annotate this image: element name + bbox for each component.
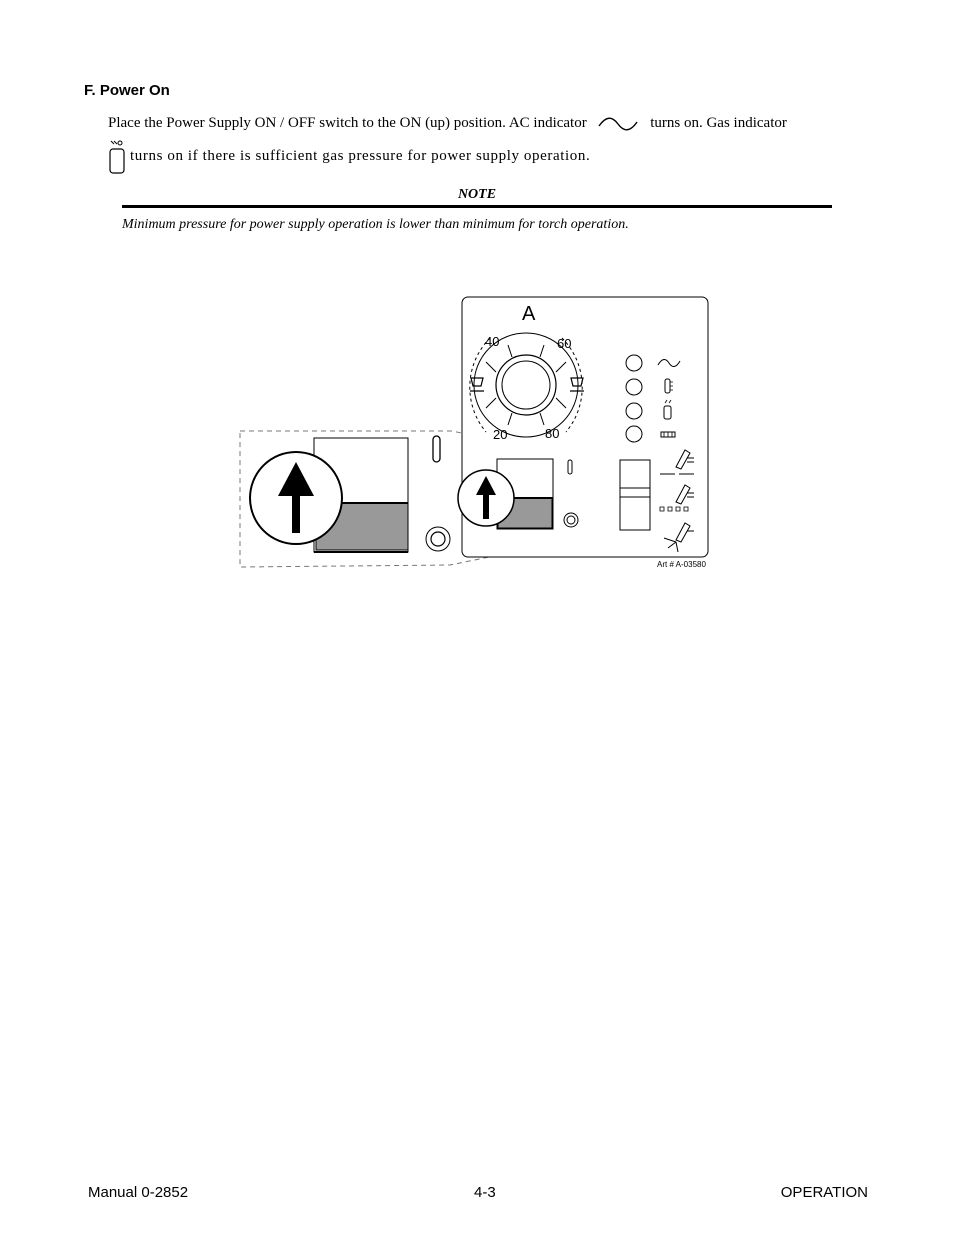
paragraph-text-1b: turns on. Gas indicator [650,115,787,131]
section-heading: F. Power On [84,82,170,99]
art-number: Art # A-03580 [657,560,706,569]
paragraph-text-1a: Place the Power Supply ON / OFF switch to the ON (up) position. AC indicator [108,115,587,131]
note-text: Minimum pressure for power supply operation is lower than minimum for torch operation. [122,217,629,232]
footer-manual-number: Manual 0-2852 [88,1184,189,1201]
mode-switch[interactable] [620,460,650,530]
up-arrow-small-icon [458,470,514,526]
paragraph-line-2: turns on if there is sufficient gas pressure for power supply operation. [130,148,591,164]
ac-wave-icon [596,116,640,132]
gas-cylinder-icon [107,138,127,176]
footer-page-number: 4-3 [474,1184,496,1201]
panel-label: A [522,303,536,325]
panel-connector [564,513,578,527]
dial-tick-80: 80 [545,426,560,441]
dial-tick-20: 20 [493,427,508,442]
up-arrow-large-icon [250,452,342,544]
dial-tick-40: 40 [485,334,500,349]
footer-section-name: OPERATION [780,1184,868,1201]
note-title: NOTE [457,187,497,202]
switch-slot-large [433,436,440,462]
dial-tick-60: 60 [557,336,572,351]
paragraph-line-1 [108,115,787,132]
panel-connector-large [426,527,450,551]
note-rule [122,205,832,208]
front-panel-figure [230,290,720,575]
